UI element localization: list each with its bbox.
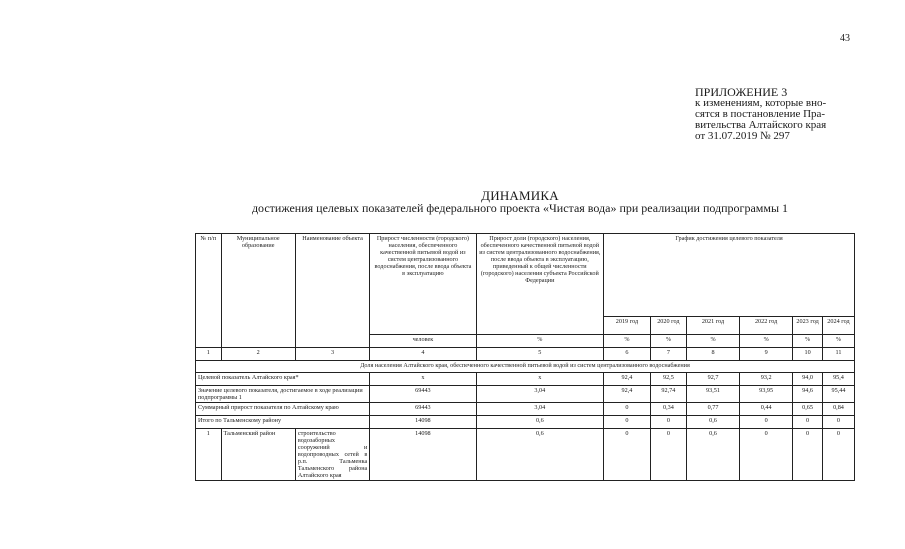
heading-subtitle: достижения целевых показателей федерального проекта «Чистая вода» при реализации подпрограммы 1	[251, 201, 789, 215]
appendix-block	[695, 87, 855, 142]
row-value: 3,04	[476, 386, 604, 403]
row-value: 92,4	[604, 373, 651, 386]
row-value: 0	[793, 429, 823, 481]
row-municipality: Тальменский район	[221, 429, 295, 481]
row-value: 0	[793, 416, 823, 429]
row-label: Целевой показатель Алтайского края*	[196, 373, 370, 386]
row-value: 92,7	[686, 373, 739, 386]
header-num: № п/п	[196, 234, 222, 348]
row-label: Суммарный прирост показателя по Алтайскому краю	[196, 403, 370, 416]
row-value: 0	[604, 403, 651, 416]
header-growth-population: Прирост численности (городского) населения, обеспеченного качественной питьевой водой из систем централизованного водоснабжения, после ввода объекта в эксплуатацию	[370, 234, 476, 335]
unit-cell: %	[476, 335, 604, 348]
column-number: 11	[822, 348, 854, 361]
page-number: 43	[840, 33, 850, 44]
section-title: Доля населения Алтайского края, обеспеченного качественной питьевой водой из систем централизованного водоснабжения	[196, 361, 855, 373]
table-row	[196, 403, 855, 416]
row-value: 0,6	[686, 429, 739, 481]
column-number: 6	[604, 348, 651, 361]
column-number: 9	[740, 348, 793, 361]
row-value: 92,5	[650, 373, 686, 386]
row-value: 0	[822, 429, 854, 481]
row-value: 0,77	[686, 403, 739, 416]
unit-cell: %	[793, 335, 823, 348]
row-value: 14098	[370, 416, 476, 429]
year-cell: 2021 год	[686, 317, 739, 335]
row-value: 93,2	[740, 373, 793, 386]
header-growth-share: Прирост доли (городского) населения, обеспеченного качественной питьевой водой из систем централизованного водоснабжения, после ввода объекта в эксплуатацию, приведенный к общей численности (городского) населения субъекта Российской Федерации	[476, 234, 604, 335]
year-cell: 2019 год	[604, 317, 651, 335]
row-value: 0,6	[476, 429, 604, 481]
column-number: 5	[476, 348, 604, 361]
row-value: 0	[604, 416, 651, 429]
row-num: 1	[196, 429, 222, 481]
row-value: 95,4	[822, 373, 854, 386]
row-value: 0	[604, 429, 651, 481]
row-value: 0,6	[476, 416, 604, 429]
column-number-row	[196, 348, 855, 361]
row-value: 3,04	[476, 403, 604, 416]
heading-title: ДИНАМИКА	[481, 188, 559, 203]
row-value: 0,44	[740, 403, 793, 416]
column-number: 8	[686, 348, 739, 361]
appendix-line: вительства Алтайского края	[695, 119, 827, 131]
appendix-line: сятся в постановление Пра-	[695, 108, 826, 120]
unit-cell: %	[604, 335, 651, 348]
row-value: 94,0	[793, 373, 823, 386]
row-value: х	[476, 373, 604, 386]
row-label: Значение целевого показателя, достигаемое в ходе реализации подпрограммы 1	[196, 386, 370, 403]
row-value: 0,34	[650, 403, 686, 416]
row-value: 69443	[370, 386, 476, 403]
column-number: 3	[295, 348, 369, 361]
table-row	[196, 386, 855, 403]
table-header-row	[196, 234, 855, 317]
column-number: 4	[370, 348, 476, 361]
appendix-line: от 31.07.2019 № 297	[695, 130, 790, 142]
column-number: 7	[650, 348, 686, 361]
row-value: 93,95	[740, 386, 793, 403]
year-cell: 2023 год	[793, 317, 823, 335]
row-value: 92,4	[604, 386, 651, 403]
column-number: 1	[196, 348, 222, 361]
column-number: 2	[221, 348, 295, 361]
row-value: 0,84	[822, 403, 854, 416]
row-value: х	[370, 373, 476, 386]
row-value: 95,44	[822, 386, 854, 403]
document-heading	[180, 190, 860, 214]
row-value: 0	[650, 429, 686, 481]
unit-cell: %	[822, 335, 854, 348]
section-row	[196, 361, 855, 373]
row-value: 0	[650, 416, 686, 429]
row-value: 0	[740, 429, 793, 481]
row-value: 0,6	[686, 416, 739, 429]
header-municipality: Муниципальное образование	[221, 234, 295, 348]
row-value: 0	[822, 416, 854, 429]
row-value: 94,6	[793, 386, 823, 403]
header-schedule: График достижения целевого показателя	[604, 234, 855, 317]
year-cell: 2022 год	[740, 317, 793, 335]
unit-cell: %	[686, 335, 739, 348]
row-value: 92,74	[650, 386, 686, 403]
unit-cell: %	[740, 335, 793, 348]
table-row	[196, 429, 855, 481]
unit-cell: человек	[370, 335, 476, 348]
indicators-table	[195, 233, 855, 481]
row-value: 93,51	[686, 386, 739, 403]
appendix-title: ПРИЛОЖЕНИЕ 3	[695, 85, 788, 99]
row-value: 69443	[370, 403, 476, 416]
column-number: 10	[793, 348, 823, 361]
row-value: 0	[740, 416, 793, 429]
header-object: Наименование объекта	[295, 234, 369, 348]
row-label: Итого по Тальменскому району	[196, 416, 370, 429]
table-row	[196, 373, 855, 386]
table-row	[196, 416, 855, 429]
unit-cell: %	[650, 335, 686, 348]
row-object: строительство водозаборных сооружений и водопроводных сетей в р.п. Тальменка Тальменского района Алтайского края	[295, 429, 369, 481]
year-cell: 2024 год	[822, 317, 854, 335]
row-value: 0,65	[793, 403, 823, 416]
year-cell: 2020 год	[650, 317, 686, 335]
row-value: 14098	[370, 429, 476, 481]
appendix-line: к изменениям, которые вно-	[695, 97, 827, 109]
